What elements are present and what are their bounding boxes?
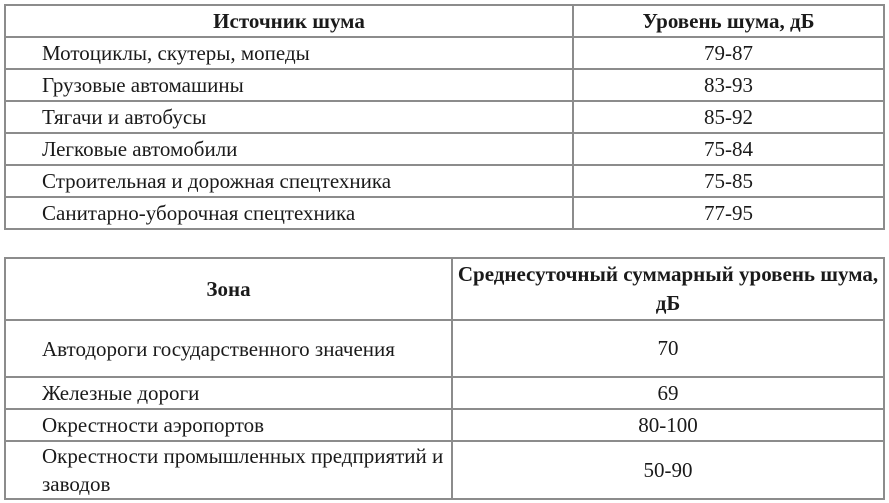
table-row <box>5 409 884 441</box>
level-cell: 79-87 <box>573 37 884 69</box>
table-row <box>5 320 884 377</box>
table-row <box>5 133 884 165</box>
table-row <box>5 197 884 229</box>
noise-sources-table <box>4 4 885 230</box>
column-header-daily-level: Среднесуточный суммарный уровень шума, дБ <box>452 258 884 320</box>
level-cell: 75-84 <box>573 133 884 165</box>
source-cell: Строительная и дорожная спецтехника <box>5 165 573 197</box>
zone-cell: Железные дороги <box>5 377 452 409</box>
level-cell: 50-90 <box>452 441 884 499</box>
table-row <box>5 69 884 101</box>
table-row <box>5 441 884 499</box>
zone-noise-table <box>4 257 885 500</box>
level-cell: 77-95 <box>573 197 884 229</box>
source-cell: Легковые автомобили <box>5 133 573 165</box>
level-cell: 85-92 <box>573 101 884 133</box>
column-header-source: Источник шума <box>5 5 573 37</box>
column-header-zone: Зона <box>5 258 452 320</box>
source-cell: Тягачи и автобусы <box>5 101 573 133</box>
level-cell: 69 <box>452 377 884 409</box>
zone-cell: Окрестности промышленных предприятий и заводов <box>5 441 452 499</box>
table-row <box>5 37 884 69</box>
table-row <box>5 377 884 409</box>
source-cell: Мотоциклы, скутеры, мопеды <box>5 37 573 69</box>
table-row <box>5 165 884 197</box>
table-header-row <box>5 258 884 320</box>
zone-cell: Автодороги государственного значения <box>5 320 452 377</box>
level-cell: 83-93 <box>573 69 884 101</box>
level-cell: 75-85 <box>573 165 884 197</box>
source-cell: Грузовые автомашины <box>5 69 573 101</box>
level-cell: 80-100 <box>452 409 884 441</box>
zone-cell: Окрестности аэропортов <box>5 409 452 441</box>
source-cell: Санитарно-уборочная спецтехника <box>5 197 573 229</box>
column-header-level: Уровень шума, дБ <box>573 5 884 37</box>
table-row <box>5 101 884 133</box>
level-cell: 70 <box>452 320 884 377</box>
table-header-row <box>5 5 884 37</box>
